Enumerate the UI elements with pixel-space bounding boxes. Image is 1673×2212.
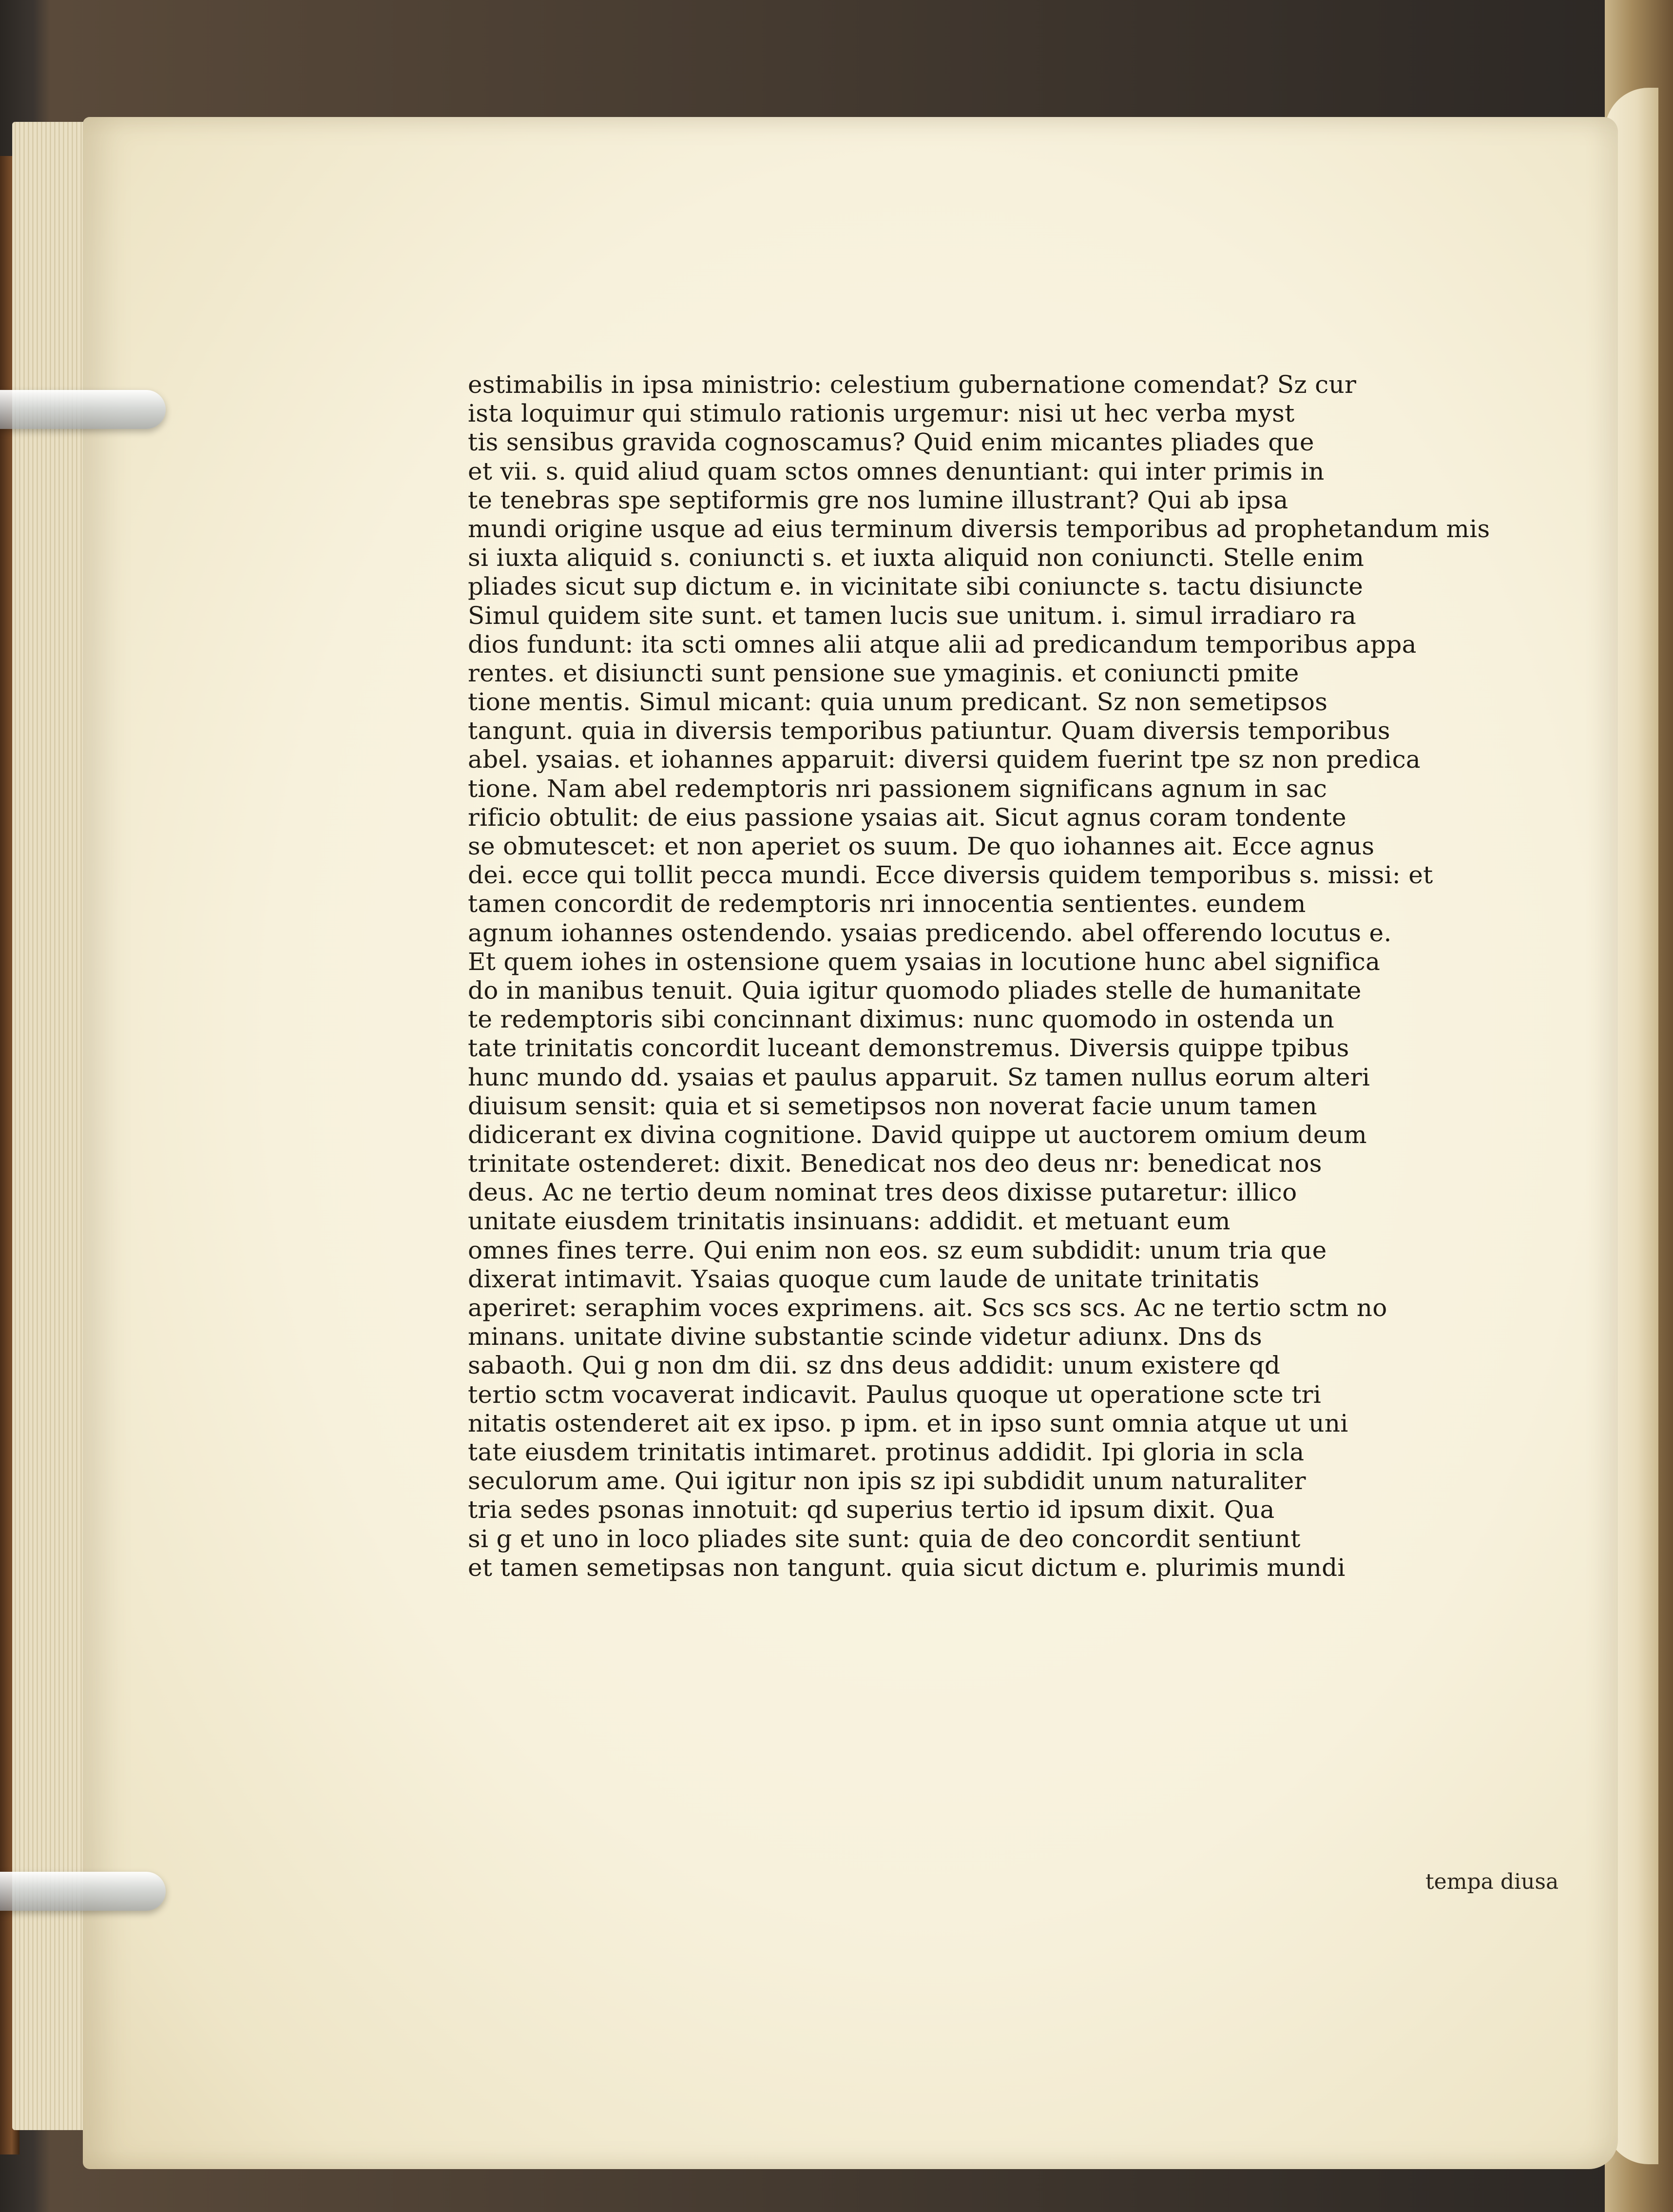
manuscript-line: sabaoth. Qui g non dm dii. sz dns deus addidit: unum existere qd	[468, 1351, 1281, 1380]
manuscript-line: te redemptoris sibi concinnant diximus: nunc quomodo in ostenda un	[468, 1005, 1335, 1034]
manuscript-text-block	[468, 370, 1491, 1582]
manuscript-line: agnum iohannes ostendendo. ysaias predicendo. abel offerendo locutus e.	[468, 918, 1392, 947]
manuscript-line: seculorum ame. Qui igitur non ipis sz ipi subdidit unum naturaliter	[468, 1467, 1306, 1495]
manuscript-line: estimabilis in ipsa ministrio: celestium gubernatione comendat? Sz cur	[468, 370, 1357, 399]
manuscript-line: si iuxta aliquid s. coniuncti s. et iuxta aliquid non coniuncti. Stelle enim	[468, 543, 1365, 572]
manuscript-line: tamen concordit de redemptoris nri innocentia sentientes. eundem	[468, 890, 1306, 918]
manuscript-line: Et quem iohes in ostensione quem ysaias in locutione hunc abel significa	[468, 947, 1381, 976]
manuscript-line: unitate eiusdem trinitatis insinuans: addidit. et metuant eum	[468, 1207, 1231, 1236]
manuscript-line: nitatis ostenderet ait ex ipso. p ipm. et in ipso sunt omnia atque ut uni	[468, 1409, 1348, 1437]
manuscript-line: tria sedes psonas innotuit: qd superius tertio id ipsum dixit. Qua	[468, 1495, 1275, 1524]
manuscript-line: rentes. et disiuncti sunt pensione sue ymaginis. et coniuncti pmite	[468, 659, 1299, 687]
manuscript-line: dios fundunt: ita scti omnes alii atque alii ad predicandum temporibus appa	[468, 630, 1417, 659]
manuscript-line: didicerant ex divina cognitione. David quippe ut auctorem omium deum	[468, 1120, 1367, 1149]
manuscript-line: si g et uno in loco pliades site sunt: quia de deo concordit sentiunt	[468, 1524, 1301, 1553]
manuscript-line: Simul quidem site sunt. et tamen lucis sue unitum. i. simul irradiaro ra	[468, 601, 1357, 630]
manuscript-line: se obmutescet: et non aperiet os suum. De quo iohannes ait. Ecce agnus	[468, 832, 1375, 860]
manuscript-line: hunc mundo dd. ysaias et paulus apparuit. Sz tamen nullus eorum alteri	[468, 1063, 1370, 1091]
manuscript-line: tangunt. quia in diversis temporibus patiuntur. Quam diversis temporibus	[468, 717, 1390, 745]
manuscript-line: trinitate ostenderet: dixit. Benedicat nos deo deus nr: benedicat nos	[468, 1149, 1322, 1178]
manuscript-line: mundi origine usque ad eius terminum diversis temporibus ad prophetandum mis	[468, 514, 1490, 543]
manuscript-line: tis sensibus gravida cognoscamus? Quid enim micantes pliades que	[468, 428, 1314, 457]
manuscript-line: tate trinitatis concordit luceant demonstremus. Diversis quippe tpibus	[468, 1034, 1349, 1063]
manuscript-line: minans. unitate divine substantie scinde videtur adiunx. Dns ds	[468, 1322, 1262, 1351]
manuscript-line: dixerat intimavit. Ysaias quoque cum laude de unitate trinitatis	[468, 1264, 1260, 1293]
manuscript-line: pliades sicut sup dictum e. in vicinitate sibi coniuncte s. tactu disiuncte	[468, 572, 1364, 601]
book-clip-top	[0, 390, 166, 429]
manuscript-line: tione mentis. Simul micant: quia unum predicant. Sz non semetipsos	[468, 688, 1328, 717]
manuscript-line: te tenebras spe septiformis gre nos lumine illustrant? Qui ab ipsa	[468, 485, 1288, 514]
manuscript-line: rificio obtulit: de eius passione ysaias ait. Sicut agnus coram tondente	[468, 803, 1346, 832]
book-clip-bottom	[0, 1872, 166, 1911]
manuscript-line: do in manibus tenuit. Quia igitur quomodo pliades stelle de humanitate	[468, 976, 1362, 1005]
manuscript-line: tate eiusdem trinitatis intimaret. protinus addidit. Ipi gloria in scla	[468, 1437, 1305, 1466]
manuscript-line: aperiret: seraphim voces exprimens. ait. Scs scs scs. Ac ne tertio sctm no	[468, 1294, 1387, 1322]
manuscript-line: tione. Nam abel redemptoris nri passionem significans agnum in sac	[468, 774, 1327, 803]
manuscript-line: et tamen semetipsas non tangunt. quia sicut dictum e. plurimis mundi	[468, 1553, 1346, 1582]
marginal-note: tempa diusa	[1425, 1869, 1559, 1894]
manuscript-line: abel. ysaias. et iohannes apparuit: diversi quidem fuerint tpe sz non predica	[468, 745, 1421, 774]
manuscript-line: dei. ecce qui tollit pecca mundi. Ecce diversis quidem temporibus s. missi: et	[468, 861, 1433, 890]
manuscript-line: et vii. s. quid aliud quam sctos omnes denuntiant: qui inter primis in	[468, 457, 1325, 485]
manuscript-line: diuisum sensit: quia et si semetipsos non noverat facie unum tamen	[468, 1091, 1317, 1120]
manuscript-line: omnes fines terre. Qui enim non eos. sz eum subdidit: unum tria que	[468, 1236, 1327, 1264]
manuscript-line: deus. Ac ne tertio deum nominat tres deos dixisse putaretur: illico	[468, 1178, 1297, 1207]
manuscript-line: tertio sctm vocaverat indicavit. Paulus quoque ut operatione scte tri	[468, 1380, 1322, 1409]
manuscript-line: ista loquimur qui stimulo rationis urgemur: nisi ut hec verba myst	[468, 399, 1295, 428]
